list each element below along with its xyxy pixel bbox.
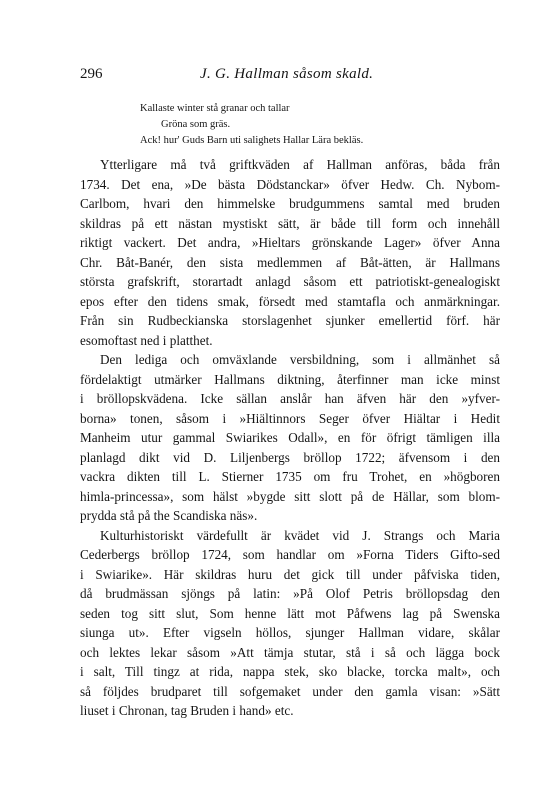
text-line: Manheim utur gammal Swiarikes Odall», en för öfrigt tämligen illa xyxy=(80,430,500,445)
text-line: Från sin Rudbeckianska storslagenhet sjunker emellertid förf. här xyxy=(80,313,500,328)
text-line: Den lediga och omväxlande versbildning, som i allmänhet så xyxy=(100,352,500,367)
quote-line: Ack! hur' Guds Barn uti salighets Hallar Lära bekläs. xyxy=(140,135,364,146)
text-line: och lektes lekar såsom »Att tämja stutar, stå i så och lägga bock xyxy=(80,644,500,660)
text-line: i Swiarike». Här skildras huru det gick till under påfviska tiden, xyxy=(80,566,500,582)
text-line: prydda stå på the Scandiska näs». xyxy=(80,508,258,523)
text-line: planlagd dikt vid D. Liljenbergs bröllop 1722; äfvensom i den xyxy=(80,449,500,465)
text-line: seden tog sitt slut, Som henne lätt mot Påfwens lag på Swenska xyxy=(80,605,500,621)
text-line: Ytterligare må två griftkväden af Hallman anföras, båda från xyxy=(100,157,500,172)
quote-line: Gröna som gräs. xyxy=(161,119,231,130)
text-line: siunga ut». Efter vigseln höllos, sjunger Hallman vidare, skålar xyxy=(80,625,500,640)
text-line: vackra dikten till L. Stierner 1735 om fru Trohet, en »högboren xyxy=(80,469,500,484)
text-line: i bröllopskvädena. Icke sällan anslår han äfven här den »yfver- xyxy=(80,391,500,406)
text-line: så följdes brudparet till sofgemaket under den gamla visan: »Sätt xyxy=(80,683,500,699)
text-line: 1734. Det ena, »De bästa Dödstanckar» öfver Hedw. Ch. Nybom- xyxy=(80,176,500,192)
running-title: J. G. Hallman såsom skald. xyxy=(200,66,374,82)
quote-line: Kallaste winter stå granar och tallar xyxy=(140,103,290,114)
text-line: skildras på ett nästan mystiskt sätt, är både till form och innehåll xyxy=(80,215,500,231)
text-line: Carlbom, hvari den himmelske brudgummens samtal med bruden xyxy=(80,196,500,211)
text-line: esomoftast ned i platthet. xyxy=(80,332,213,348)
text-line: i salt, Till tingz at rida, nappa stek, sko blacke, torcka malt», och xyxy=(80,664,500,679)
text-line: liuset i Chronan, tag Bruden i hand» etc. xyxy=(80,703,294,718)
body-text xyxy=(80,155,500,721)
text-line: riktigt vackert. Det andra, »Hieltars grönskande Lager» öfver Anna xyxy=(80,235,500,250)
text-line: fördelaktigt utmärker Hallmans diktning, återfinner man icke minst xyxy=(80,371,500,387)
text-line: då brudmässan sjöngs på latin: »På Olof Petris bröllopsdag den xyxy=(80,586,500,601)
text-line: epos efter den tidens smak, försedt med stamtafla och anmärkningar. xyxy=(80,293,500,309)
text-line: himla-princessa», som hälst »bygde sitt slott på de Hällar, som blom- xyxy=(80,488,500,504)
text-line: borna» tonen, såsom i »Hiältinnors Seger öfver Hiältar i Hedit xyxy=(80,410,500,426)
text-line: Kulturhistoriskt värdefullt är kvädet vid J. Strangs och Maria xyxy=(100,527,500,543)
page-number: 296 xyxy=(80,66,103,82)
text-line: största grafskrift, storartadt anlagd såsom ett patriotiskt-genealogiskt xyxy=(80,274,500,289)
text-line: Cederbergs bröllop 1724, som handlar om »Forna Tiders Gifto-sed xyxy=(80,547,500,562)
text-line: Chr. Båt-Banér, den sista medlemmen af Båt-ätten, är Hallmans xyxy=(80,254,500,270)
